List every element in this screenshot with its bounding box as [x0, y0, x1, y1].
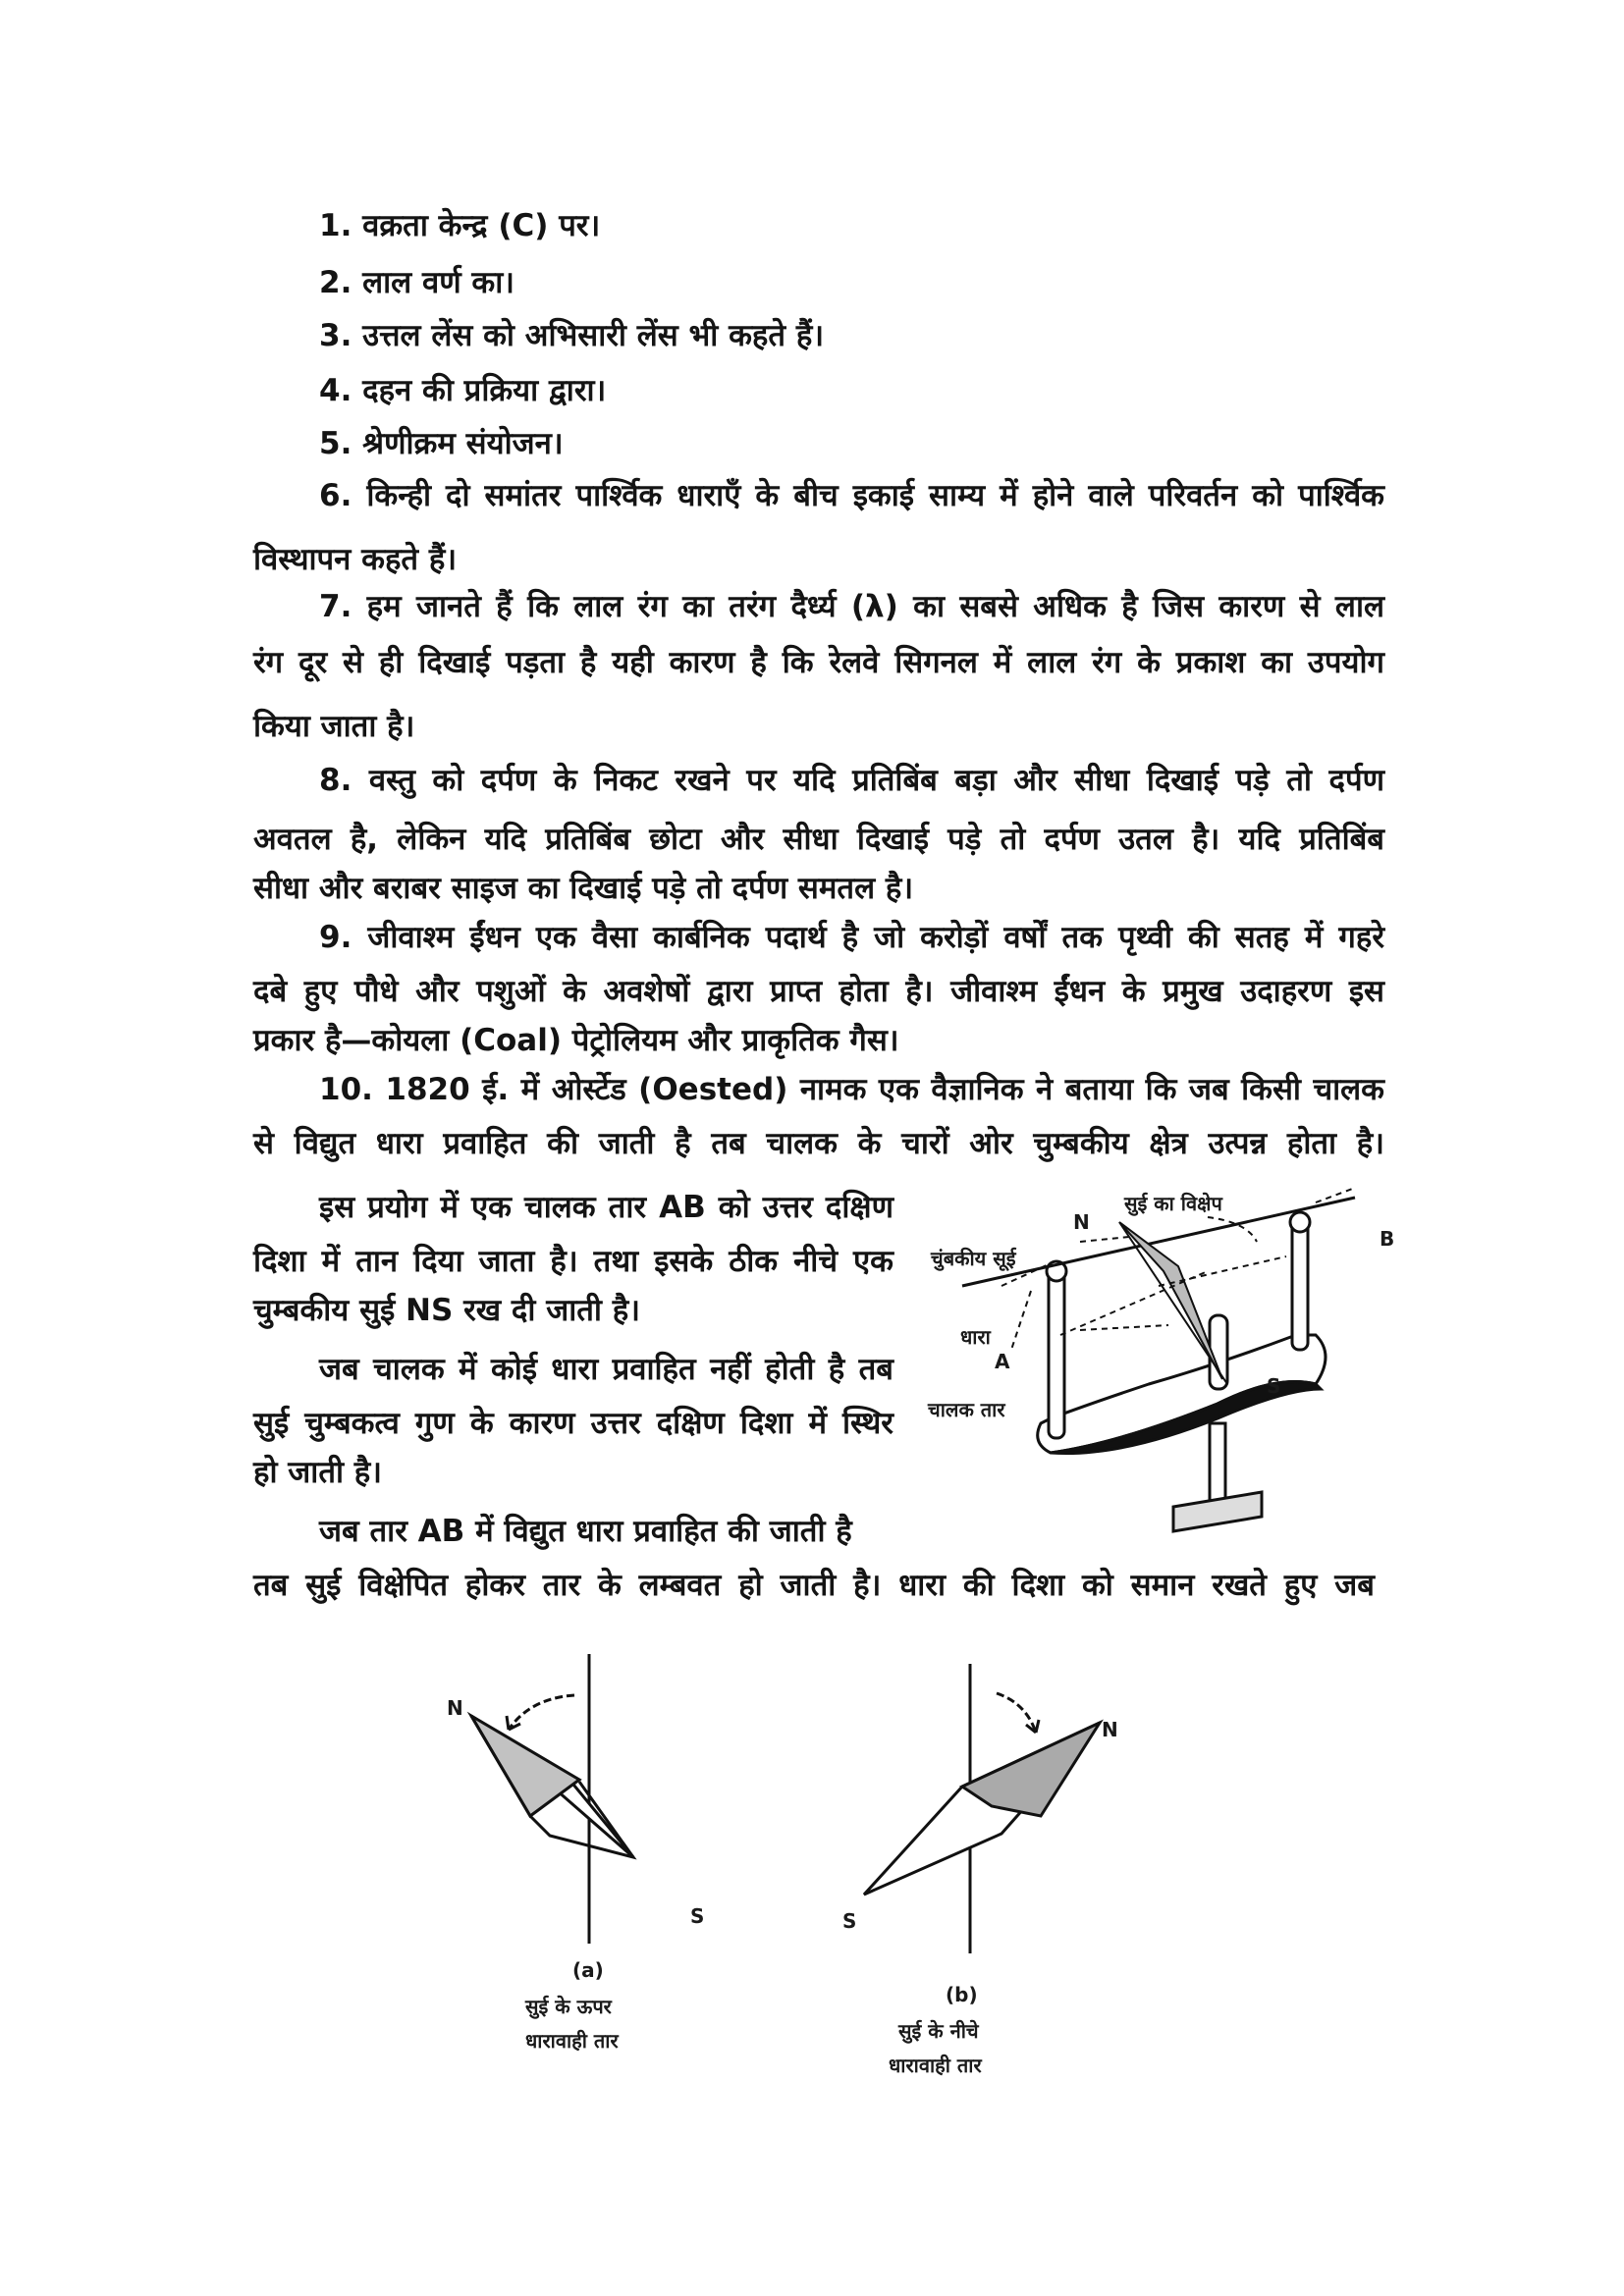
needle-diagram-b [844, 1659, 1159, 1973]
answer-7-line-3: किया जाता है। [253, 709, 415, 744]
answer-6-line-1: 6. किन्ही दो समांतर पार्श्विक धाराएँ के बीच इकाई साम्य में होने वाले परिवर्तन को पार्श्विक [319, 478, 1384, 513]
caption-b-line-2: धारावाही तार [889, 2054, 982, 2077]
experiment-line-3: चुम्बकीय सुई NS रख दी जाती है। [253, 1293, 640, 1328]
caption-a-tag: (a) [572, 1958, 604, 1982]
label-needle-deflection: सुई का विक्षेप [1124, 1192, 1222, 1215]
label-N: N [1073, 1210, 1090, 1234]
label-B: B [1380, 1227, 1395, 1251]
label-magnetic-needle: चुंबकीय सूई [931, 1247, 1016, 1270]
answer-2: 2. लाल वर्ण का। [319, 265, 515, 300]
answer-1: 1. वक्रता केन्द्र (C) पर। [319, 208, 601, 243]
experiment-line-6: हो जाती है। [253, 1455, 383, 1490]
apparatus-drawing [923, 1178, 1394, 1551]
answer-7-line-2: रंग दूर से ही दिखाई पड़ता है यही कारण है कि रेलवे सिगनल में लाल रंग के प्रकाश का उपयोग [253, 645, 1384, 680]
answer-5: 5. श्रेणीक्रम संयोजन। [319, 426, 564, 461]
caption-a-line-1: सुई के ऊपर [525, 1995, 612, 2018]
answer-6-line-2: विस्थापन कहते हैं। [253, 542, 458, 577]
caption-b-tag: (b) [946, 1983, 978, 2006]
answer-10-line-2: से विद्युत धारा प्रवाहित की जाती है तब चालक के चारों ओर चुम्बकीय क्षेत्र उत्पन्न होता है। [253, 1126, 1384, 1161]
needle-b-N: N [1102, 1718, 1118, 1741]
experiment-line-2: दिशा में तान दिया जाता है। तथा इसके ठीक नीचे एक [253, 1244, 893, 1279]
caption-b-line-1: सुई के नीचे [898, 2019, 979, 2043]
label-A: A [995, 1350, 1010, 1373]
experiment-line-8: तब सुई विक्षेपित होकर तार के लम्बवत हो जाती है। धारा की दिशा को समान रखते हुए जब [253, 1568, 1375, 1603]
answer-7-line-1: 7. हम जानते हैं कि लाल रंग का तरंग दैर्ध्य (λ) का सबसे अधिक है जिस कारण से लाल [319, 589, 1384, 624]
experiment-line-7: जब तार AB में विद्युत धारा प्रवाहित की जाती है [319, 1514, 852, 1549]
answer-8-line-1: 8. वस्तु को दर्पण के निकट रखने पर यदि प्रतिबिंब बड़ा और सीधा दिखाई पड़े तो दर्पण [319, 763, 1384, 798]
answer-10-line-1: 10. 1820 ई. में ओर्स्टेड (Oested) नामक एक वैज्ञानिक ने बताया कि जब किसी चालक [319, 1072, 1384, 1107]
label-current: धारा [960, 1325, 991, 1349]
answer-4: 4. दहन की प्रक्रिया द्वारा। [319, 373, 607, 408]
answer-3: 3. उत्तल लेंस को अभिसारी लेंस भी कहते हैं। [319, 318, 825, 353]
caption-a-line-2: धारावाही तार [525, 2029, 619, 2053]
needle-a-N: N [447, 1696, 463, 1720]
answer-9-line-2: दबे हुए पौधे और पशुओं के अवशेषों द्वारा प्राप्त होता है। जीवाश्म ईंधन के प्रमुख उदाहरण इस [253, 974, 1384, 1009]
experiment-line-1: इस प्रयोग में एक चालक तार AB को उत्तर दक्षिण [319, 1190, 893, 1225]
experiment-line-4: जब चालक में कोई धारा प्रवाहित नहीं होती है तब [319, 1352, 893, 1387]
answer-8-line-2: अवतल है, लेकिन यदि प्रतिबिंब छोटा और सीधा दिखाई पड़े तो दर्पण उतल है। यदि प्रतिबिंब [253, 822, 1384, 857]
label-S: S [1267, 1374, 1281, 1398]
answer-8-line-3: सीधा और बराबर साइज का दिखाई पड़े तो दर्पण समतल है। [253, 871, 914, 906]
experiment-line-5: सुई चुम्बकत्व गुण के कारण उत्तर दक्षिण दिशा में स्थिर [253, 1406, 893, 1441]
answer-9-line-1: 9. जीवाश्म ईंधन एक वैसा कार्बनिक पदार्थ है जो करोड़ों वर्षों तक पृथ्वी की सतह में गहरे [319, 920, 1384, 955]
label-conducting-wire: चालक तार [928, 1398, 1005, 1421]
needle-b-S: S [842, 1909, 857, 1933]
needle-a-S: S [690, 1904, 705, 1928]
answer-9-line-3: प्रकार है—कोयला (Coal) पेट्रोलियम और प्राकृतिक गैस। [253, 1023, 899, 1058]
